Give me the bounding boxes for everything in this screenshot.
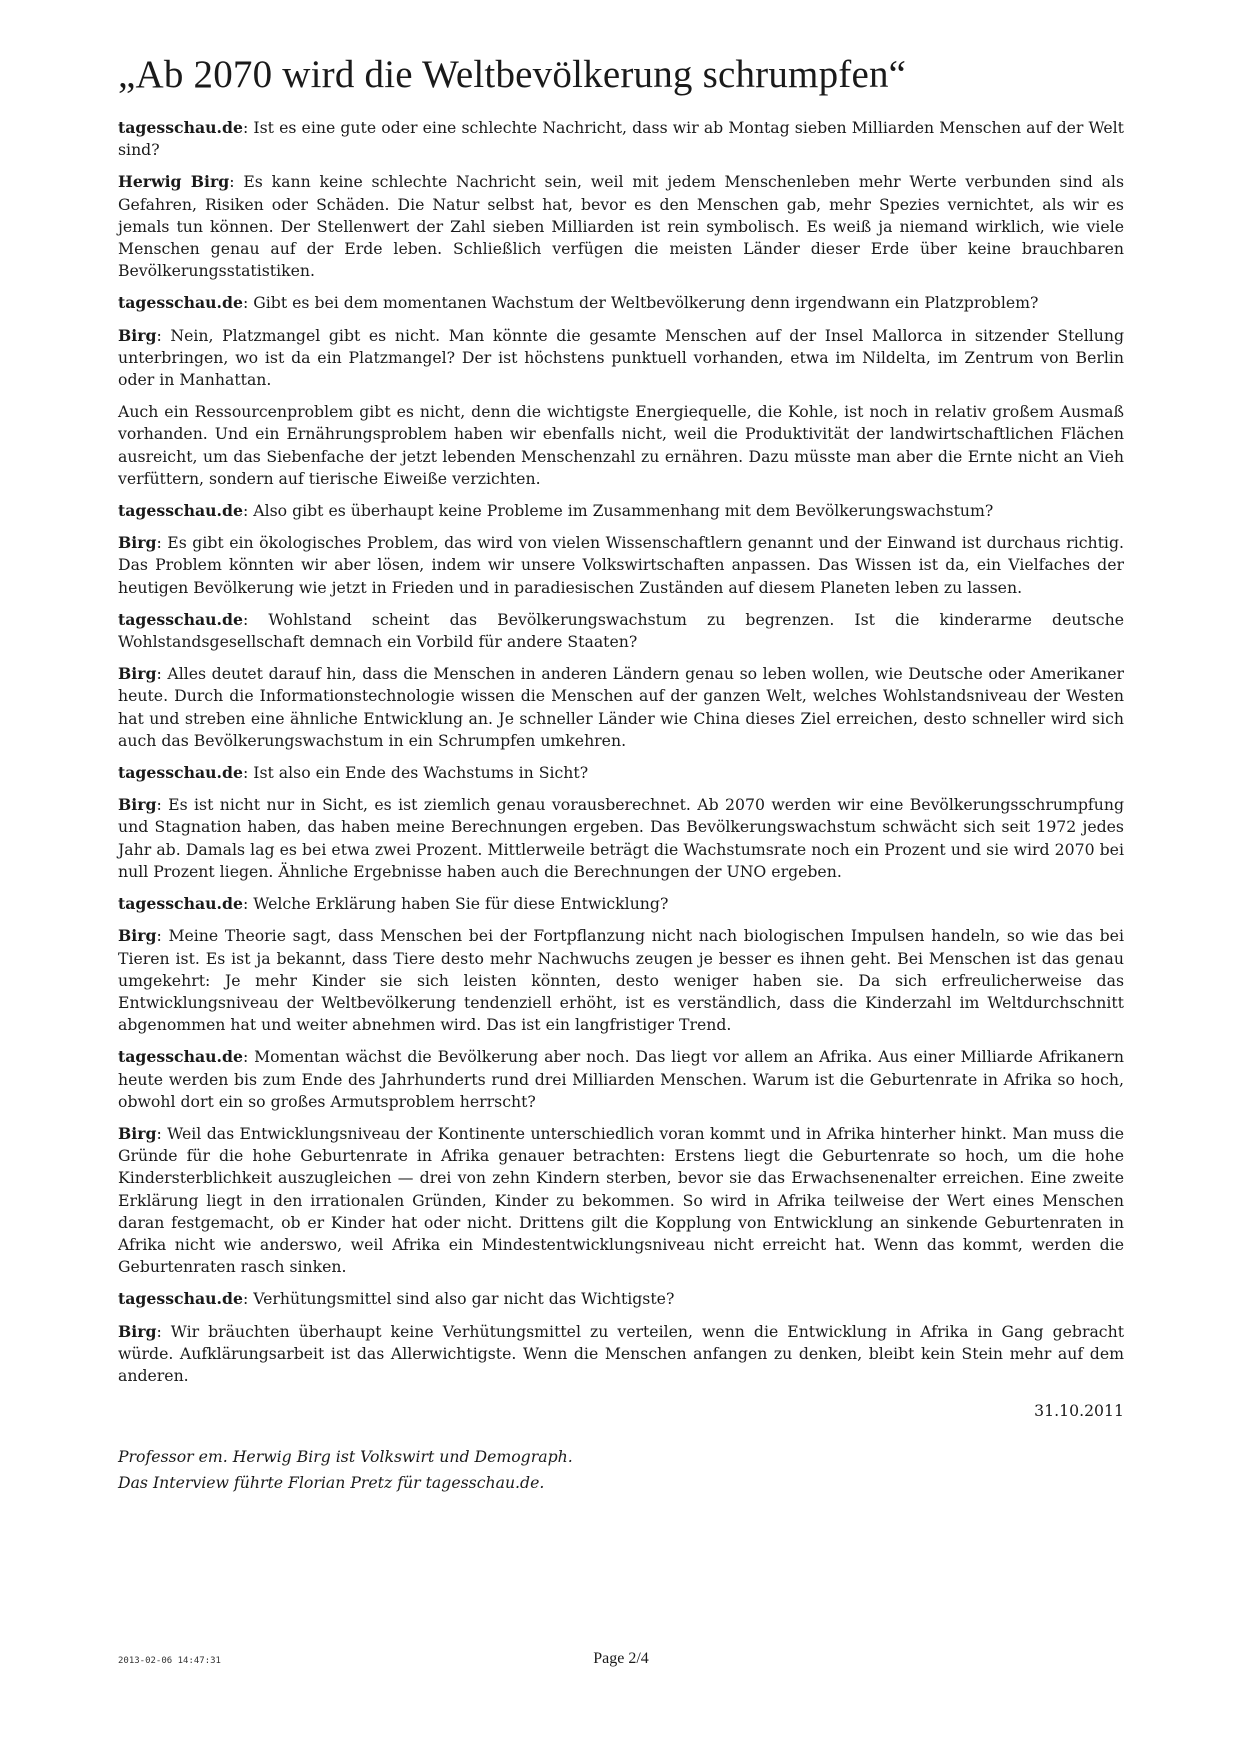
speaker-name: tagesschau.de (118, 118, 243, 137)
print-timestamp: 2013-02-06 14:47:31 (118, 1656, 221, 1666)
page-footer (118, 1650, 1124, 1674)
speaker-name: Birg (118, 533, 157, 553)
interview-block (118, 401, 1124, 490)
article-date: 31.10.2011 (1034, 1401, 1124, 1421)
interview-block: Herwig Birg: Es kann keine schlechte Nachricht sein, weil mit jedem Menschenleben mehr Werte verbunden sind als Gefahren, Risiken oder Schäden. Die Natur selbst hat, bevor es den Menschen gab, mehr Spezies vernichtet, als wir es jemals tun können. Der Stellenwert der Zahl sieben Milliarden ist rein symbolisch. Es weiß ja niemand wirklich, wie viele Menschen genau auf der Erde leben. Schließlich verfügen die meisten Länder dieser Erde über keine brauchbaren Bevölkerungsstatistiken. (118, 172, 1124, 281)
interview-block: Birg: Es gibt ein ökologisches Problem, das wird von vielen Wissenschaftlern genannt und der Einwand ist durchaus richtig. Das Problem könnten wir aber lösen, indem wir unsere Volkswirtschaften anpassen. Das Wissen ist da, ein Vielfaches der heutigen Bevölkerung wie jetzt in Frieden und in paradiesischen Zuständen auf diesem Planeten leben zu lassen. (118, 533, 1124, 597)
interview-block: tagesschau.de: Wohlstand scheint das Bevölkerungswachstum zu begrenzen. Ist die kinderarme deutsche Wohlstandsgesellschaft demnach ein Vorbild für andere Staaten? (118, 609, 1124, 652)
speaker-name: tagesschau.de (118, 1289, 243, 1309)
speaker-name: Birg (118, 1123, 157, 1143)
block-text: Auch ein Ressourcenproblem gibt es nicht, denn die wichtigste Energiequelle, die Kohle, ist noch in relativ großem Ausmaß vorhanden. Und ein Ernährungsproblem haben wir ebenfalls nicht, weil die Produktivität der landwirtschaftlichen Flächen ausreicht, um das Siebenfache der jetzt lebenden Menschenzahl zu ernähren. Dazu müsste man aber die Ernte nicht an Vieh verfüttern, sondern auf tierische Eiweiße verzichten. (118, 402, 1124, 488)
block-text: Gibt es bei dem momentanen Wachstum der Weltbevölkerung denn irgendwann ein Platzproblem? (253, 293, 1039, 313)
page-title: „Ab 2070 wird die Weltbevölkerung schrumpfen“ (118, 53, 907, 96)
interview-block: Birg: Alles deutet darauf hin, dass die Menschen in anderen Ländern genau so leben wollen, wie Deutsche oder Amerikaner heute. Durch die Informationstechnologie wissen die Menschen auf der ganzen Welt, welches Wohlstandsniveau der Westen hat und streben eine ähnliche Entwicklung an. Je schneller Länder wie China dieses Ziel erreichen, desto schneller wird sich auch das Bevölkerungswachstum in ein Schrumpfen umkehren. (118, 664, 1124, 750)
block-text: Ist also ein Ende des Wachstums in Sicht? (253, 763, 589, 783)
interview-block: tagesschau.de: Ist also ein Ende des Wachstums in Sicht? (118, 763, 589, 783)
interview-block: Birg: Wir bräuchten überhaupt keine Verhütungsmittel zu verteilen, wenn die Entwicklung in Afrika in Gang gebracht würde. Aufklärungsarbeit ist das Allerwichtigste. Wenn die Menschen anfangen zu denken, bleibt kein Stein mehr auf dem anderen. (118, 1321, 1125, 1385)
block-text: Es ist nicht nur in Sicht, es ist ziemlich genau vorausberechnet. Ab 2070 werden wir eine Bevölkerungsschrumpfung und Stagnation haben, das haben meine Berechnungen ergeben. Das Bevölkerungswachstum schwächt sich seit 1972 jedes Jahr ab. Damals lag es bei etwa zwei Prozent. Mittlerweile beträgt die Wachstumsrate noch ein Prozent und sie wird 2070 bei null Prozent liegen. Ähnliche Ergebnisse haben auch die Berechnungen der UNO ergeben. (118, 795, 1124, 881)
interview-block: Birg: Nein, Platzmangel gibt es nicht. Man könnte die gesamte Menschen auf der Insel Mallorca in sitzender Stellung unterbringen, wo ist da ein Platzmangel? Der ist höchstens punktuell vorhanden, etwa im Nildelta, im Zentrum von Berlin oder in Manhattan. (118, 325, 1124, 390)
block-text: Es gibt ein ökologisches Problem, das wird von vielen Wissenschaftlern genannt und der Einwand ist durchaus richtig. Das Problem könnten wir aber lösen, indem wir unsere Volkswirtschaften anpassen. Das Wissen ist da, ein Vielfaches der heutigen Bevölkerung wie jetzt in Frieden und in paradiesischen Zuständen auf diesem Planeten leben zu lassen. (118, 533, 1124, 597)
speaker-name: Birg (118, 1321, 157, 1341)
interview-block: Birg: Es ist nicht nur in Sicht, es ist ziemlich genau vorausberechnet. Ab 2070 werden wir eine Bevölkerungsschrumpfung und Stagnation haben, das haben meine Berechnungen ergeben. Das Bevölkerungswachstum schwächt sich seit 1972 jedes Jahr ab. Damals lag es bei etwa zwei Prozent. Mittlerweile beträgt die Wachstumsrate noch ein Prozent und sie wird 2070 bei null Prozent liegen. Ähnliche Ergebnisse haben auch die Berechnungen der UNO ergeben. (118, 795, 1124, 881)
block-text: Es kann keine schlechte Nachricht sein, weil mit jedem Menschenleben mehr Werte verbunden sind als Gefahren, Risiken oder Schäden. Die Natur selbst hat, bevor es den Menschen gab, mehr Spezies vernichtet, als wir es jemals tun können. Der Stellenwert der Zahl sieben Milliarden ist rein symbolisch. Es weiß ja niemand wirklich, wie viele Menschen genau auf der Erde leben. Schließlich verfügen die meisten Länder dieser Erde über keine brauchbaren Bevölkerungsstatistiken. (118, 172, 1124, 281)
speaker-name: tagesschau.de (118, 501, 243, 521)
author-note: Professor em. Herwig Birg ist Volkswirt und Demograph. (118, 1447, 573, 1467)
interview-block: Birg: Weil das Entwicklungsniveau der Kontinente unterschiedlich voran kommt und in Afrika hinterher hinkt. Man muss die Gründe für die hohe Geburtenrate in Afrika genauer betrachten: Erstens liegt die Geburtenrate so hoch, um die hohe Kindersterblichkeit auszugleichen — drei von zehn Kindern sterben, bevor sie das Erwachsenenalter erreichen. Eine zweite Erklärung liegt in den irrationalen Gründen, Kinder zu bekommen. So wird in Afrika teilweise der Wert eines Menschen daran festgemacht, ob er Kinder hat oder nicht. Drittens gilt die Kopplung von Entwicklung an sinkende Geburtenraten in Afrika nicht wie anderswo, weil Afrika ein Mindestentwicklungsniveau nicht erreicht hat. Wenn das kommt, werden die Geburtenraten rasch sinken. (118, 1123, 1124, 1277)
interview-block: Birg: Meine Theorie sagt, dass Menschen bei der Fortpflanzung nicht nach biologischen Impulsen handeln, so wie das bei Tieren ist. Es ist ja bekannt, dass Tiere desto mehr Nachwuchs zeugen je besser es ihnen geht. Bei Menschen ist das genau umgekehrt: Je mehr Kinder sie sich leisten könnten, desto weniger haben sie. Da sich erfreulicherweise das Entwicklungsniveau der Weltbevölkerung tendenziell erhöht, ist es verständlich, dass die Kinderzahl im Weltdurchschnitt abgenommen hat und weiter abnehmen wird. Das ist ein langfristiger Trend. (118, 926, 1124, 1035)
interview-block: tagesschau.de: Momentan wächst die Bevölkerung aber noch. Das liegt vor allem an Afrika. Aus einer Milliarde Afrikanern heute werden bis zum Ende des Jahrhunderts rund drei Milliarden Menschen. Warum ist die Geburtenrate in Afrika so hoch, obwohl dort ein so großes Armutsproblem herrscht? (118, 1047, 1124, 1111)
speaker-name: tagesschau.de (118, 1047, 243, 1067)
block-text: Ist es eine gute oder eine schlechte Nachricht, dass wir ab Montag sieben Milliarden Menschen auf der Welt sind? (118, 118, 1124, 160)
interview-block: tagesschau.de: Verhütungsmittel sind also gar nicht das Wichtigste? (118, 1289, 675, 1309)
block-text: Nein, Platzmangel gibt es nicht. Man könnte die gesamte Menschen auf der Insel Mallorca in sitzender Stellung unterbringen, wo ist da ein Platzmangel? Der ist höchstens punktuell vorhanden, etwa im Nildelta, im Zentrum von Berlin oder in Manhattan. (118, 325, 1124, 390)
interview-block: tagesschau.de: Gibt es bei dem momentanen Wachstum der Weltbevölkerung denn irgendwann ein Platzproblem? (118, 293, 1039, 313)
block-text: Also gibt es überhaupt keine Probleme im Zusammenhang mit dem Bevölkerungswachstum? (253, 501, 994, 521)
interviewer-note: Das Interview führte Florian Pretz für tagesschau.de. (118, 1473, 545, 1493)
article (118, 52, 1124, 1496)
speaker-name: Herwig Birg (118, 172, 230, 192)
speaker-name: Birg (118, 795, 157, 815)
speaker-name: tagesschau.de (118, 763, 243, 783)
interview-block: tagesschau.de: Ist es eine gute oder eine schlechte Nachricht, dass wir ab Montag sieben Milliarden Menschen auf der Welt sind? (118, 118, 1124, 160)
speaker-name: tagesschau.de (118, 293, 243, 313)
speaker-name: Birg (118, 664, 157, 684)
block-text: Momentan wächst die Bevölkerung aber noch. Das liegt vor allem an Afrika. Aus einer Milliarde Afrikanern heute werden bis zum Ende des Jahrhunderts rund drei Milliarden Menschen. Warum ist die Geburtenrate in Afrika so hoch, obwohl dort ein so großes Armutsproblem herrscht? (118, 1047, 1124, 1111)
block-text: Weil das Entwicklungsniveau der Kontinente unterschiedlich voran kommt und in Afrika hinterher hinkt. Man muss die Gründe für die hohe Geburtenrate in Afrika genauer betrachten: Erstens liegt die Geburtenrate so hoch, um die hohe Kindersterblichkeit auszugleichen — drei von zehn Kindern sterben, bevor sie das Erwachsenenalter erreichen. Eine zweite Erklärung liegt in den irrationalen Gründen, Kinder zu bekommen. So wird in Afrika teilweise der Wert eines Menschen daran festgemacht, ob er Kinder hat oder nicht. Drittens gilt die Kopplung von Entwicklung an sinkende Geburtenraten in Afrika nicht wie anderswo, weil Afrika ein Mindestentwicklungsniveau nicht erreicht hat. Wenn das kommt, werden die Geburtenraten rasch sinken. (118, 1123, 1124, 1277)
speaker-name: tagesschau.de (118, 894, 243, 914)
block-text: Meine Theorie sagt, dass Menschen bei der Fortpflanzung nicht nach biologischen Impulsen handeln, so wie das bei Tieren ist. Es ist ja bekannt, dass Tiere desto mehr Nachwuchs zeugen je besser es ihnen geht. Bei Menschen ist das genau umgekehrt: Je mehr Kinder sie sich leisten könnten, desto weniger haben sie. Da sich erfreulicherweise das Entwicklungsniveau der Weltbevölkerung tendenziell erhöht, ist es verständlich, dass die Kinderzahl im Weltdurchschnitt abgenommen hat und weiter abnehmen wird. Das ist ein langfristiger Trend. (118, 926, 1124, 1035)
interview-body (118, 117, 1124, 1387)
interview-block: tagesschau.de: Also gibt es überhaupt keine Probleme im Zusammenhang mit dem Bevölkerungswachstum? (118, 501, 994, 521)
block-text: Wir bräuchten überhaupt keine Verhütungsmittel zu verteilen, wenn die Entwicklung in Afrika in Gang gebracht würde. Aufklärungsarbeit ist das Allerwichtigste. Wenn die Menschen anfangen zu denken, bleibt kein Stein mehr auf dem anderen. (118, 1321, 1125, 1385)
block-text: Wohlstand scheint das Bevölkerungswachstum zu begrenzen. Ist die kinderarme deutsche Wohlstandsgesellschaft demnach ein Vorbild für andere Staaten? (118, 609, 1124, 652)
speaker-name: tagesschau.de (118, 609, 243, 629)
speaker-name: Birg (118, 325, 157, 345)
interview-block: tagesschau.de: Welche Erklärung haben Sie für diese Entwicklung? (118, 894, 669, 914)
block-text: Alles deutet darauf hin, dass die Menschen in anderen Ländern genau so leben wollen, wie Deutsche oder Amerikaner heute. Durch die Informationstechnologie wissen die Menschen auf der ganzen Welt, welches Wohlstandsniveau der Westen hat und streben eine ähnliche Entwicklung an. Je schneller Länder wie China dieses Ziel erreichen, desto schneller wird sich auch das Bevölkerungswachstum in ein Schrumpfen umkehren. (118, 664, 1124, 750)
page-number: Page 2/4 (593, 1650, 649, 1667)
block-text: Welche Erklärung haben Sie für diese Entwicklung? (253, 894, 669, 914)
block-text: Verhütungsmittel sind also gar nicht das Wichtigste? (253, 1289, 675, 1309)
speaker-name: Birg (118, 926, 157, 946)
